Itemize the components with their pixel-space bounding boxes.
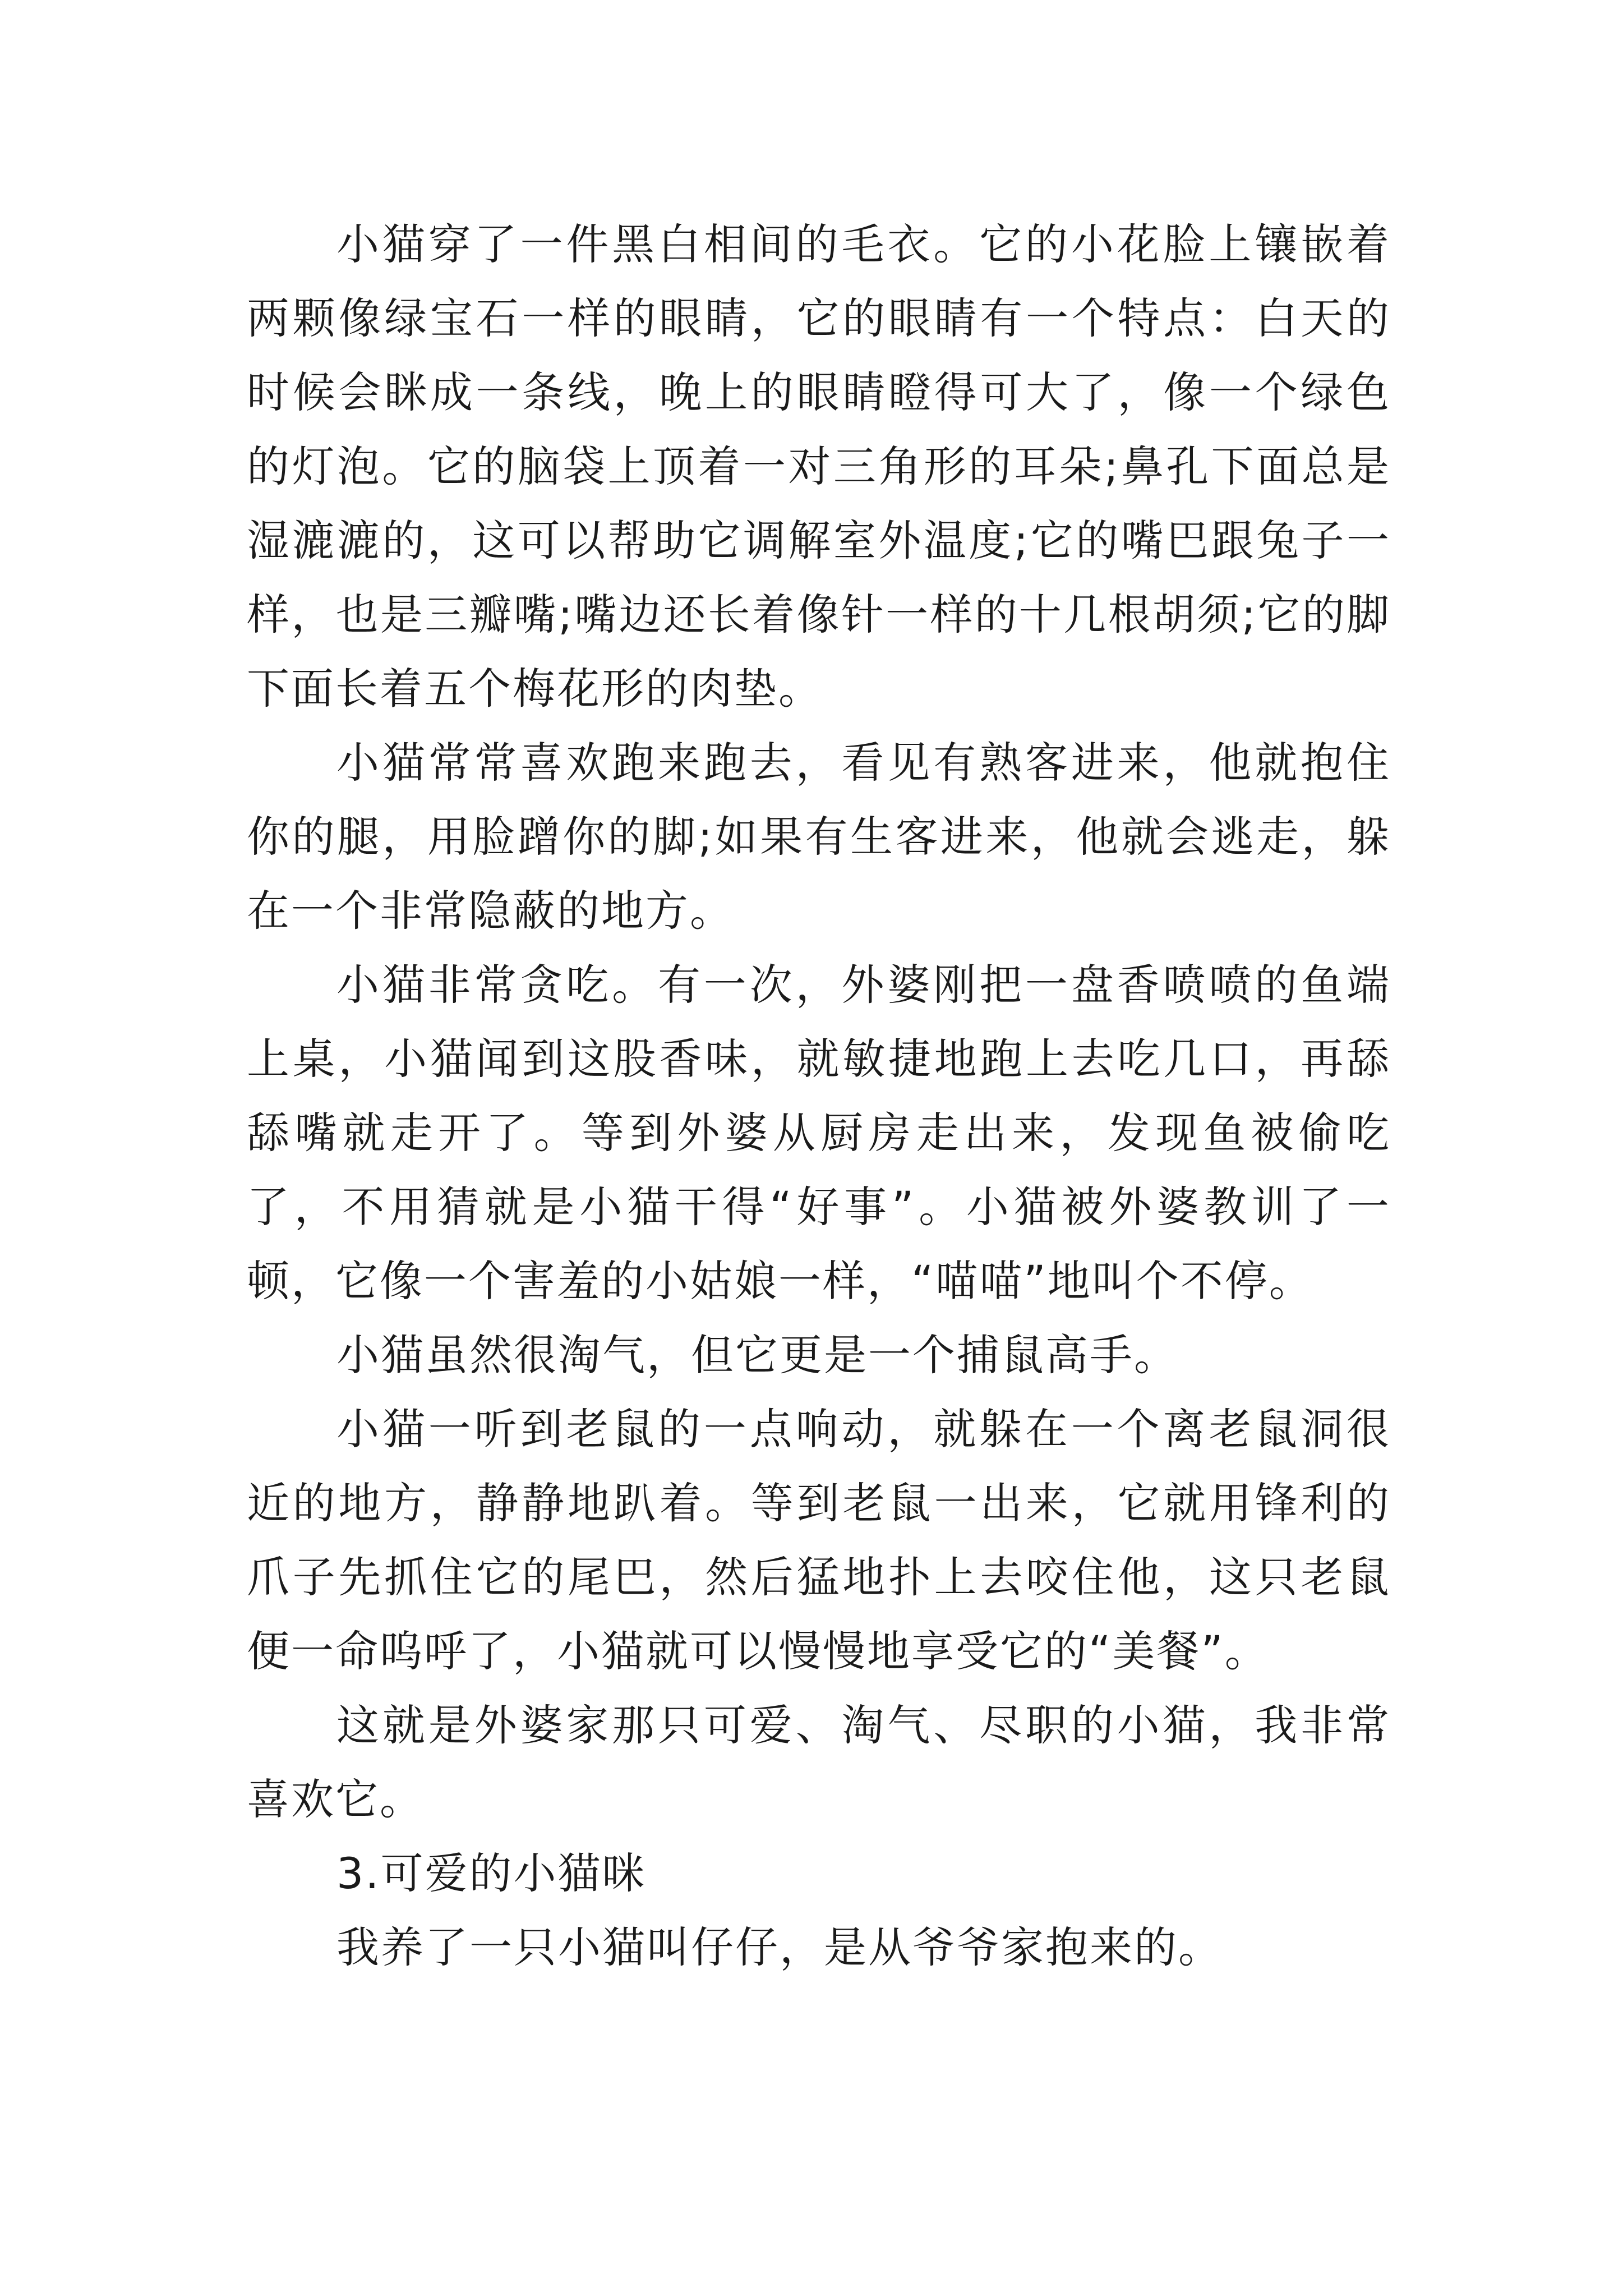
paragraph-cat-mouse-catcher: 小猫虽然很淘气，但它更是一个捕鼠高手。 [336, 1330, 1178, 1380]
paragraph-conclusion: 这就是外婆家那只可爱、淘气、尽职的小猫，我非常喜欢它。 [247, 1700, 1391, 1824]
paragraph-cat-appearance: 小猫穿了一件黑白相间的毛衣。它的小花脸上镶嵌着两颗像绿宝石一样的眼睛，它的眼睛有一个特点：白天的时候会眯成一条线，晚上的眼睛瞪得可大了，像一个绿色的灯泡。它的脑袋上顶着一对三角形的耳朵;鼻孔下面总是湿漉漉的，这可以帮助它调解室外温度;它的嘴巴跟兔子一样，也是三瓣嘴;嘴边还长着像针一样的十几根胡须;它的脚下面长着五个梅花形的肉垫。 [247, 219, 1391, 714]
paragraph-new-section-intro: 我养了一只小猫叫仔仔，是从爷爷家抱来的。 [336, 1922, 1223, 1972]
paragraph-cat-behavior: 小猫常常喜欢跑来跑去，看见有熟客进来，他就抱住你的腿，用脸蹭你的脚;如果有生客进来，他就会逃走，躲在一个非常隐蔽的地方。 [247, 738, 1391, 936]
document-body [247, 208, 1391, 1985]
paragraph-cat-hunting: 小猫一听到老鼠的一点响动，就躲在一个离老鼠洞很近的地方，静静地趴着。等到老鼠一出来，它就用锋利的爪子先抓住它的尾巴，然后猛地扑上去咬住他，这只老鼠便一命呜呼了，小猫就可以慢慢地享受它的“美餐”。 [247, 1404, 1391, 1676]
section-heading: 3.可爱的小猫咪 [336, 1848, 647, 1898]
paragraph-cat-greedy: 小猫非常贪吃。有一次，外婆刚把一盘香喷喷的鱼端上桌，小猫闻到这股香味，就敏捷地跑上去吃几口，再舔舔嘴就走开了。等到外婆从厨房走出来，发现鱼被偷吃了，不用猜就是小猫干得“好事”。小猫被外婆教训了一顿，它像一个害羞的小姑娘一样，“喵喵”地叫个不停。 [247, 960, 1391, 1306]
